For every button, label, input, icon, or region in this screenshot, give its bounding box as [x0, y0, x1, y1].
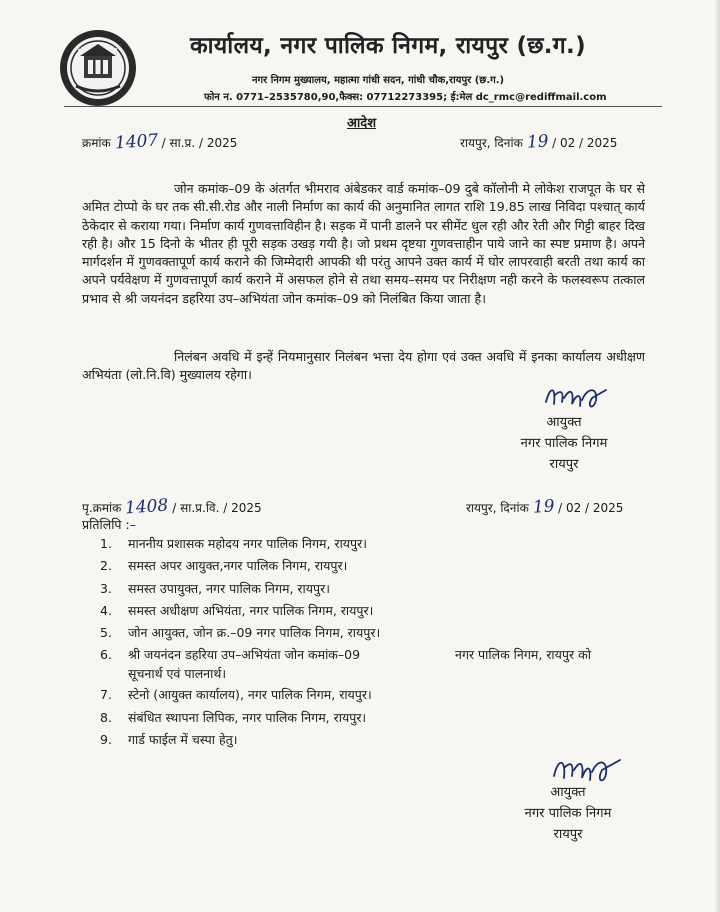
- letterhead-address: नगर निगम मुख्यालय, महात्मा गांधी सदन, गांधी चौक,रायपुर (छ.ग.): [252, 75, 505, 86]
- signature-city: रायपुर: [549, 457, 579, 472]
- copy-recipients-list: [100, 535, 660, 753]
- signature-title: आयुक्त: [546, 415, 582, 430]
- ref-prefix: क्रमांक: [82, 136, 111, 150]
- list-text: समस्त अपर आयुक्त,नगर पालिक निगम, रायपुर।: [128, 558, 348, 574]
- municipal-emblem-icon: [58, 28, 138, 108]
- date-day-handwritten: 19: [525, 131, 549, 153]
- copy-label: प्रतिलिपि :–: [82, 517, 136, 532]
- list-item: [100, 709, 660, 731]
- copy-ref-prefix: पृ.क्रमांक: [82, 501, 122, 515]
- order-reference: [82, 132, 237, 152]
- copy-ref-suffix: / सा.प्र.वि. / 2025: [172, 501, 262, 515]
- copy-date-prefix: रायपुर, दिनांक: [466, 501, 529, 515]
- date-prefix: रायपुर, दिनांक: [460, 136, 523, 150]
- list-text: समस्त उपायुक्त, नगर पालिक निगम, रायपुर।: [128, 580, 330, 596]
- list-text: गार्ड फाईल में चस्पा हेतु।: [128, 732, 238, 748]
- list-number: 5.: [100, 625, 112, 641]
- list-number: 7.: [100, 687, 112, 703]
- order-date: [460, 132, 617, 152]
- list-item: [100, 624, 660, 646]
- letterhead-contact: फोन न. 0771–2535780,90,फैक्स: 07712273395; ई:मेल dc_rmc@rediffmail.com: [204, 92, 607, 103]
- copy-date-day-handwritten: 19: [531, 496, 555, 518]
- copy-date: [466, 497, 623, 517]
- commissioner-signature-icon: [540, 380, 612, 414]
- ref-suffix: / सा.प्र. / 2025: [161, 136, 238, 150]
- list-text: माननीय प्रशासक महोदय नगर पालिक निगम, रायपुर।: [128, 536, 368, 551]
- list-number: 4.: [100, 602, 112, 618]
- list-text: संबंधित स्थापना लिपिक, नगर पालिक निगम, रायपुर।: [128, 709, 367, 725]
- list-text-continuation: नगर पालिक निगम, रायपुर को: [455, 647, 591, 663]
- page-edge-shadow: [714, 0, 720, 912]
- order-paragraph-2: निलंबन अवधि में इन्हें नियमानुसार निलंबन भत्ता देय होगा एवं उक्त अवधि में इनका कार्यालय अधीक्षण अभियंता (लो.नि.वि) मुख्यालय रहेगा।: [82, 349, 645, 383]
- list-item: [100, 557, 660, 579]
- signature-org: नगर पालिक निगम: [520, 436, 608, 451]
- list-item: [100, 580, 660, 602]
- list-number: 8.: [100, 709, 112, 725]
- list-item: [100, 731, 660, 753]
- list-item: [100, 535, 660, 557]
- list-number: 6.: [100, 647, 112, 663]
- list-item: [100, 602, 660, 624]
- signature-title: आयुक्त: [550, 785, 586, 800]
- letterhead-title: कार्यालय, नगर पालिक निगम, रायपुर (छ.ग.): [190, 33, 586, 59]
- list-text: स्टेनो (आयुक्त कार्यालय), नगर पालिक निगम, रायपुर।: [128, 687, 372, 703]
- header-divider: [64, 106, 662, 107]
- list-text: श्री जयनंदन डहरिया उप–अभियंता जोन कमांक–09: [128, 647, 361, 663]
- list-item: [100, 646, 660, 686]
- order-heading: आदेश: [347, 116, 377, 131]
- list-text-second-line: सूचनार्थ एवं पालनार्थ।: [128, 666, 227, 682]
- order-paragraph-1: जोन कमांक–09 के अंतर्गत भीमराव अंबेडकर वार्ड कमांक–09 दुबे कॉलोनी मे लोकेश राजपूत के घर से अमित टोप्पो के घर तक सी.सी.रोड और नाली निर्माण का कार्य की अनुमानित लागत राशि 19.85 लाख निविदा पश्चात् कार्य ठेकेदार से कराया गया। निर्माण कार्य गुणवत्ताविहीन है। सड़क में पानी डालने पर सीमेंट धुल रही और रेती और गिट्टी बाहर दिख रही है। और 15 दिनो के भीतर ही पूरी सड़क उखड़ गयी है। जो प्रथम दृष्टया गुणवत्ताहीन पाये जाने का स्पष्ट प्रमाण है। अपने मार्गदर्शन में गुणवक्तापूर्ण कार्य कराने की जिम्मेदारी आपकी थी परंतु आपने उक्त कार्य में घोर लापरवाही बरती तथा कार्य का अपने पर्यवेक्षण में गुणवत्तापूर्ण कार्य कराने में असफल होने से तथा समय–समय पर निरीक्षण नही करने के फलस्वरूप तत्काल प्रभाव से श्री जयनंदन डहरिया उप–अभियंता जोन कमांक–09 को निलंबित किया जाता है।: [82, 181, 645, 306]
- copy-ref-number-handwritten: 1408: [124, 495, 170, 519]
- ref-number-handwritten: 1407: [113, 130, 159, 154]
- signature-city: रायपुर: [553, 827, 583, 842]
- date-suffix: / 02 / 2025: [552, 136, 618, 150]
- order-signature-block: [504, 412, 624, 475]
- list-number: 9.: [100, 732, 112, 748]
- list-number: 3.: [100, 580, 112, 596]
- list-item: [100, 686, 660, 708]
- copy-reference: [82, 497, 262, 517]
- list-number: 2.: [100, 558, 112, 574]
- signature-org: नगर पालिक निगम: [524, 806, 612, 821]
- list-text: समस्त अधीक्षण अभियंता, नगर पालिक निगम, रायपुर।: [128, 602, 374, 618]
- copy-date-suffix: / 02 / 2025: [558, 501, 624, 515]
- list-number: 1.: [100, 536, 112, 551]
- list-text: जोन आयुक्त, जोन क्र.–09 नगर पालिक निगम, रायपुर।: [128, 625, 381, 641]
- copy-signature-block: [508, 782, 628, 845]
